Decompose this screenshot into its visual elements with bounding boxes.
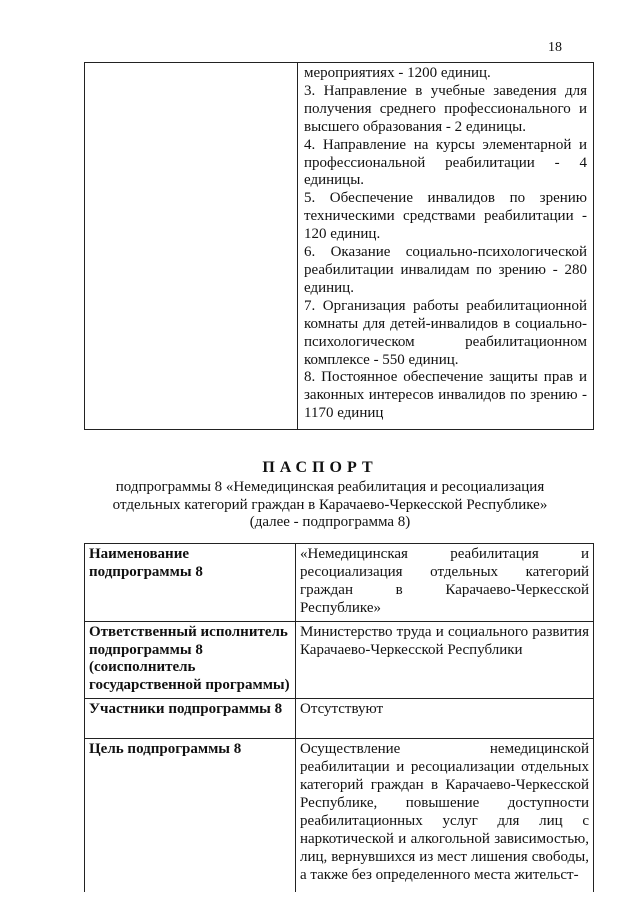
continuation-paragraph: 5. Обеспечение инвалидов по зрению техническими средствами реабилитации - 120 единиц.	[304, 190, 587, 243]
continuation-value-cell	[298, 63, 594, 430]
row-label: Ответственный исполнитель подпрограммы 8 (соисполнитель государственной программы)	[85, 621, 296, 699]
passport-subtitle-line: (далее - подпрограмма 8)	[249, 514, 411, 530]
continuation-row	[85, 63, 594, 430]
passport-row-executor	[85, 621, 594, 699]
row-value: Министерство труда и социального развития Карачаево-Черкесской Республики	[296, 621, 594, 699]
passport-row-goal	[85, 739, 594, 893]
row-label: Участники подпрограммы 8	[85, 699, 296, 739]
row-label: Цель подпрограммы 8	[85, 739, 296, 893]
row-value: Осуществление немедицинской реабилитации и ресоциализации отдельных категорий граждан в Карачаево-Черкесской Республике, повышение доступности реабилитационных услуг для лиц с наркотической и алкогольной зависимостью, лиц, вернувшихся из мест лишения свободы, а также без определенного места жительст-	[296, 739, 594, 893]
page-number: 18	[548, 40, 562, 55]
passport-row-participants	[85, 699, 594, 739]
passport-subtitle-line: отдельных категорий граждан в Карачаево-Черкесской Республике»	[112, 496, 548, 513]
passport-table	[84, 543, 594, 892]
row-value: «Немедицинская реабилитация и ресоциализация отдельных категорий граждан в Карачаево-Черкесской Республике»	[296, 544, 594, 622]
continuation-paragraph: 8. Постоянное обеспечение защиты прав и законных интересов инвалидов по зрению - 1170 единиц	[304, 369, 587, 422]
continuation-table	[84, 62, 594, 430]
passport-row-name	[85, 544, 594, 622]
passport-subtitle-line: подпрограммы 8 «Немедицинская реабилитация и ресоциализация	[115, 479, 545, 495]
continuation-paragraph: 3. Направление в учебные заведения для получения среднего профессионального и высшего образования - 2 единицы.	[304, 82, 587, 135]
continuation-label-cell	[85, 63, 298, 430]
row-label: Наименование подпрограммы 8	[85, 544, 296, 622]
row-value: Отсутствуют	[296, 699, 594, 739]
passport-subtitle	[90, 479, 570, 532]
continuation-paragraph: 4. Направление на курсы элементарной и профессиональной реабилитации - 4 единицы.	[304, 136, 587, 189]
continuation-paragraph: 6. Оказание социально-психологической реабилитации инвалидам по зрению - 280 единиц.	[304, 244, 587, 296]
continuation-paragraph: 7. Организация работы реабилитационной комнаты для детей-инвалидов в социально-психологическом реабилитационном комплексе - 550 единиц.	[304, 297, 587, 368]
continuation-paragraph: мероприятиях - 1200 единиц.	[304, 65, 491, 81]
passport-title: ПАСПОРТ	[262, 459, 378, 476]
